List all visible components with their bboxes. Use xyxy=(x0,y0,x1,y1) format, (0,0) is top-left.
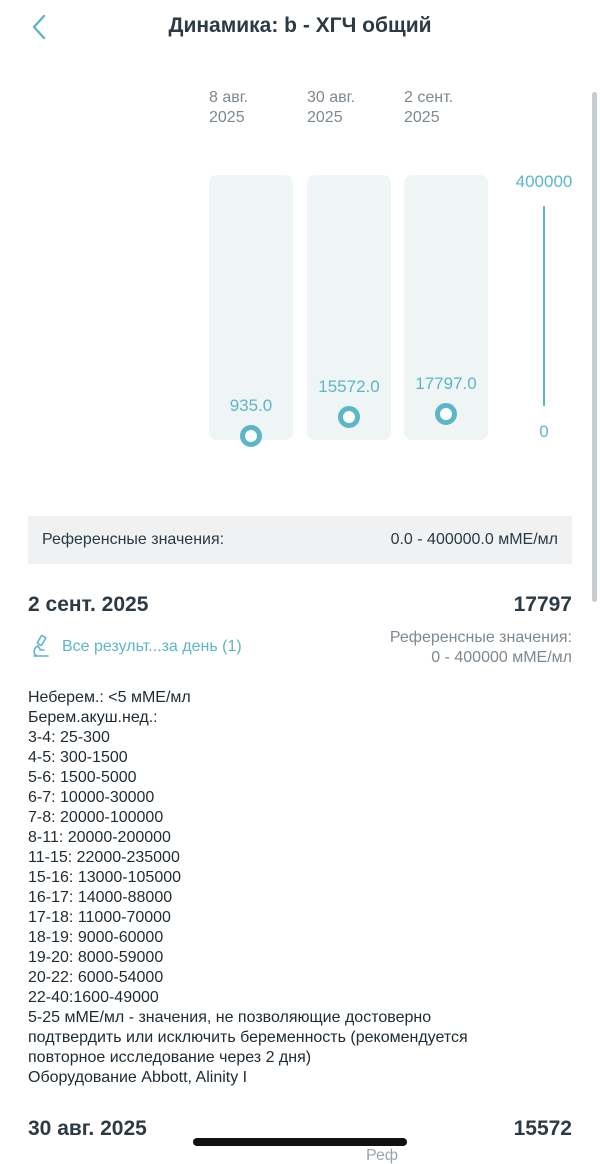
result-reference xyxy=(390,628,572,668)
result-date: 2 сент. 2025 xyxy=(28,593,149,616)
note-line: 4-5: 300-1500 xyxy=(28,749,128,766)
all-results-label: Все результ...за день (1) xyxy=(62,638,242,655)
data-label: 935.0 xyxy=(229,396,273,416)
note-line: Оборудование Abbott, Alinity I xyxy=(28,1069,248,1086)
date-label xyxy=(404,88,488,128)
note-line: 18-19: 9000-60000 xyxy=(28,929,164,946)
result-reference-value: 0 - 400000 мМЕ/мл xyxy=(431,649,572,666)
note-line: Неберем.: <5 мМЕ/мл xyxy=(28,689,191,706)
reference-label: Референсные значения: xyxy=(42,531,225,548)
chart-column[interactable] xyxy=(307,175,391,440)
result-value-2: 15572 xyxy=(513,1117,572,1140)
date-label-line2: 2025 xyxy=(209,109,245,126)
date-label-line1: 2 сент. xyxy=(404,89,454,106)
axis-min-label: 0 xyxy=(539,422,549,441)
note-line: 5-25 мМЕ/мл - значения, не позволяющие достоверно xyxy=(28,1009,432,1026)
home-indicator xyxy=(193,1138,407,1146)
result-date-2: 30 авг. 2025 xyxy=(28,1117,147,1140)
result-value: 17797 xyxy=(513,593,572,616)
result-reference-label: Референсные значения: xyxy=(389,629,572,646)
date-label xyxy=(209,88,293,128)
note-line: 8-11: 20000-200000 xyxy=(28,829,171,846)
note-line: 17-18: 11000-70000 xyxy=(28,909,171,926)
result-reference-label-2: Реф xyxy=(366,1147,399,1164)
reference-value: 0.0 - 400000.0 мМЕ/мл xyxy=(390,531,558,548)
note-line: 19-20: 8000-59000 xyxy=(28,949,164,966)
note-line: 15-16: 13000-105000 xyxy=(28,869,182,886)
note-line: 22-40:1600-49000 xyxy=(28,989,159,1006)
scrollbar[interactable] xyxy=(592,92,597,602)
note-line: 16-17: 14000-88000 xyxy=(28,889,173,906)
microscope-icon xyxy=(28,634,52,660)
data-label: 15572.0 xyxy=(318,377,380,397)
reference-range-box xyxy=(28,516,572,564)
note-line: 20-22: 6000-54000 xyxy=(28,969,164,986)
data-point[interactable] xyxy=(435,403,457,425)
axis-line xyxy=(543,206,545,406)
note-line: Берем.акуш.нед.: xyxy=(28,709,158,726)
date-label-line2: 2025 xyxy=(307,109,343,126)
date-label xyxy=(307,88,391,128)
page-title: Динамика: b - ХГЧ общий xyxy=(168,14,432,37)
date-label-line2: 2025 xyxy=(404,109,440,126)
note-line: 7-8: 20000-100000 xyxy=(28,809,164,826)
chart-column[interactable] xyxy=(404,175,488,440)
all-results-link[interactable] xyxy=(28,634,242,660)
date-label-line1: 8 авг. xyxy=(209,89,249,106)
result-notes xyxy=(28,688,572,1088)
axis-max-label: 400000 xyxy=(515,172,573,191)
data-label: 17797.0 xyxy=(415,374,477,393)
note-line: 6-7: 10000-30000 xyxy=(28,789,155,806)
note-line: 11-15: 22000-235000 xyxy=(28,849,180,866)
date-label-line1: 30 авг. xyxy=(307,89,355,106)
note-line: подтвердить или исключить беременность (рекомендуется xyxy=(28,1029,468,1046)
data-point[interactable] xyxy=(240,425,262,447)
note-line: 5-6: 1500-5000 xyxy=(28,769,137,786)
note-line: 3-4: 25-300 xyxy=(28,729,110,746)
note-line: повторное исследование через 2 дня) xyxy=(28,1049,312,1066)
header xyxy=(0,0,600,56)
